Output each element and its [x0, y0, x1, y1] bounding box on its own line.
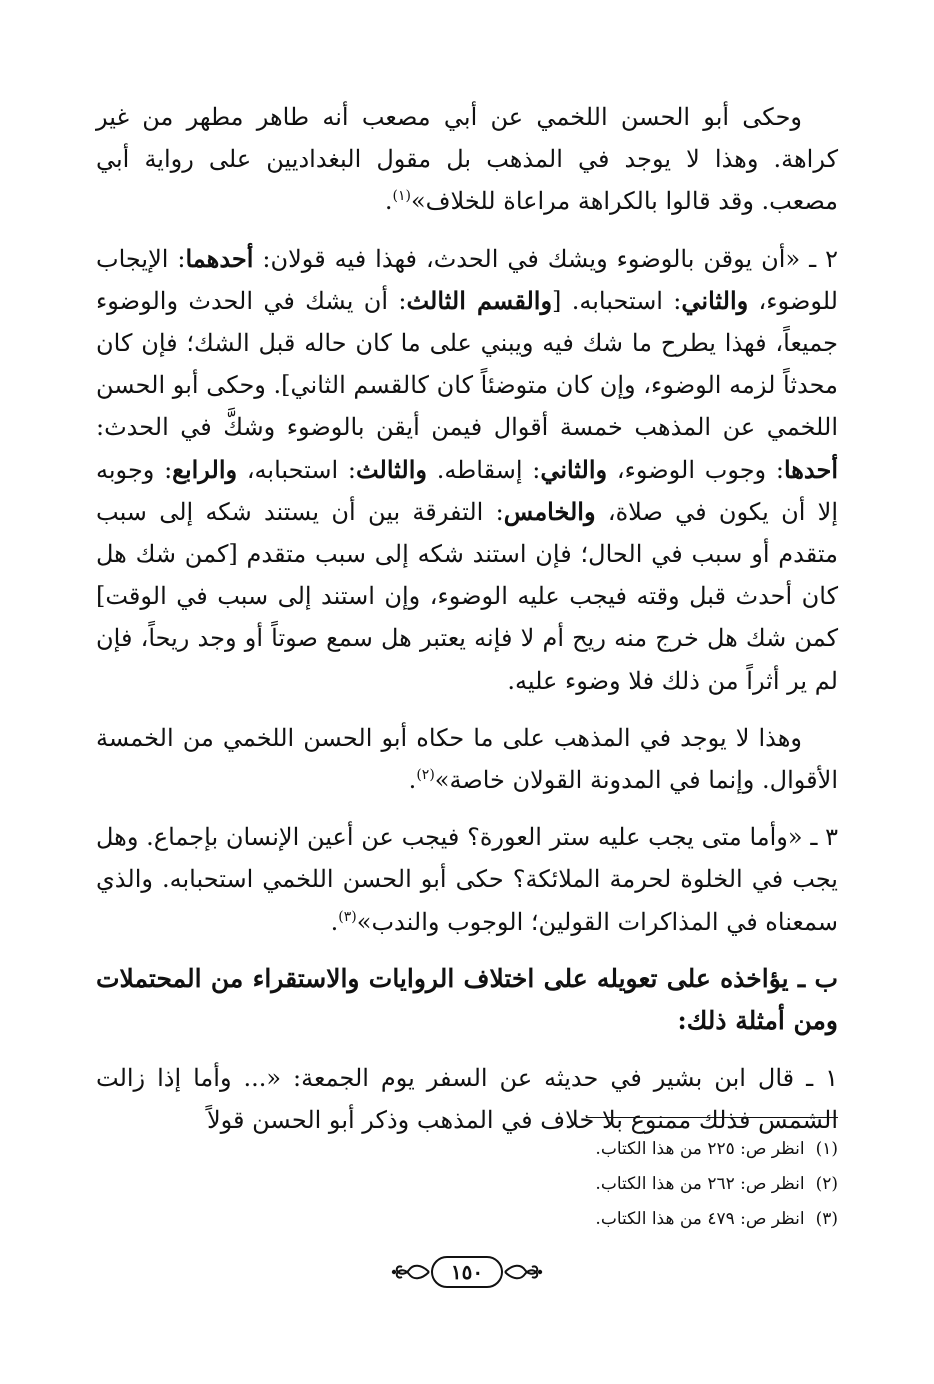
footnote-ref-2: (٢) — [416, 767, 435, 784]
page-number: ١٥٠ — [431, 1256, 503, 1288]
page-number-ornament — [0, 1256, 934, 1288]
footnote-3 — [96, 1202, 838, 1237]
text-run: : استحبابه. [ — [552, 286, 682, 315]
bold-term: والقسم الثالث — [406, 285, 553, 315]
paragraph-1: وحكى أبو الحسن اللخمي عن أبي مصعب أنه طاهر مطهر من غير كراهة. وهذا لا يوجد في المذهب بل مقول البغداديين على رواية أبي مصعب. وقد قالوا بالكراهة مراعاة للخلاف»$^{(١)}$. — [96, 103, 838, 216]
text-run: : إسقاطه. — [426, 455, 541, 484]
paragraph-4-text: ٣ ـ «وأما متى يجب عليه ستر العورة؟ فيجب عن أعين الإنسان بإجماع. وهل يجب في الخلوة لحرمة الملائكة؟ حكى أبو الحسن اللخمي استحبابه. والذي سمعناه في المذاكرات القولين؛ الوجوب والندب» — [96, 823, 838, 936]
bold-term: أحدها — [783, 454, 839, 484]
footnote-text: انظر ص: ٢٢٥ من هذا الكتاب. — [595, 1139, 805, 1159]
left-flourish-icon — [391, 1260, 431, 1284]
paragraph-3: وهذا لا يوجد في المذهب على ما حكاه أبو الحسن اللخمي من الخمسة الأقوال. وإنما في المدونة القولان خاصة»$^{(٢)}$. — [96, 723, 838, 795]
paragraph-2 — [96, 238, 838, 702]
bold-term: والثاني — [540, 454, 608, 484]
bold-term: والثاني — [681, 285, 749, 315]
footnote-separator — [586, 1117, 838, 1118]
text-run: : أن يشك في الحدث والوضوء جميعاً، فهذا يطرح ما شك فيه ويبني على ما كان حاله قبل الشك؛ فإن كان محدثاً لزمه الوضوء، وإن كان متوضئاً كان كالقسم الثاني]. وحكى أبو الحسن اللخمي عن المذهب خمسة أقوال فيمن أيقن بالوضوء وشكَّ في الحدث: — [96, 286, 838, 442]
paragraph-3-text: وهذا لا يوجد في المذهب على ما حكاه أبو الحسن اللخمي من الخمسة الأقوال. وإنما في المدونة القولان خاصة» — [96, 723, 838, 795]
footnote-number: (٣) — [815, 1209, 838, 1229]
footnote-ref-1: (١) — [392, 188, 411, 205]
bold-term: أحدهما — [185, 243, 254, 273]
text-run: : التفرقة بين أن يستند شكه إلى سبب متقدم أو سبب في الحال؛ فإن استند شكه إلى سبب متقدم [كمن شك هل كان أحدث قبل وقته فيجب عليه الوضوء، وإن استند إلى سبب في الوقت] كمن شك هل خرج منه ريح أم لا فإنه يعتبر هل سمع صوتاً أو وجد ريحاً، فإن لم ير أثراً من ذلك فلا وضوء عليه. — [96, 497, 838, 695]
footnote-number: (١) — [815, 1139, 838, 1159]
section-heading: ب ـ يؤاخذه على تعويله على اختلاف الروايات والاستقراء من المحتملات ومن أمثلة ذلك: — [96, 963, 838, 1036]
paragraph-1-text: وحكى أبو الحسن اللخمي عن أبي مصعب أنه طاهر مطهر من غير كراهة. وهذا لا يوجد في المذهب بل مقول البغداديين على رواية أبي مصعب. وقد قالوا بالكراهة مراعاة للخلاف» — [96, 103, 838, 216]
bold-term: والخامس — [503, 496, 596, 526]
footnote-text: انظر ص: ٤٧٩ من هذا الكتاب. — [595, 1209, 805, 1229]
main-text — [96, 96, 838, 1157]
paragraph-5: ١ ـ قال ابن بشير في حديثه عن السفر يوم الجمعة: «... وأما إذا زالت الشمس فذلك ممنوع بلا خلاف في المذهب وذكر أبو الحسن قولاً — [96, 1064, 838, 1135]
footnote-ref-3: (٣) — [338, 908, 357, 925]
right-flourish-icon — [503, 1260, 543, 1284]
footnote-text: انظر ص: ٢٦٢ من هذا الكتاب. — [595, 1174, 805, 1194]
text-run: : وجوب الوضوء، — [607, 455, 784, 484]
bold-term: والثالث — [355, 454, 427, 484]
bold-term: والرابع — [172, 454, 238, 484]
text-run: : وجوبه إلا أن يكون في صلاة، — [96, 455, 838, 526]
text-run: : استحبابه، — [237, 455, 356, 484]
text-run: ٢ ـ «أن يوقن بالوضوء ويشك في الحدث، فهذا فيه قولان: — [253, 244, 838, 273]
paragraph-4: ٣ ـ «وأما متى يجب عليه ستر العورة؟ فيجب عن أعين الإنسان بإجماع. وهل يجب في الخلوة لحرمة الملائكة؟ حكى أبو الحسن اللخمي استحبابه. والذي سمعناه في المذاكرات القولين؛ الوجوب والندب»$^{(٣)}$. — [96, 823, 838, 936]
footnote-2 — [96, 1167, 838, 1202]
footnote-number: (٢) — [815, 1174, 838, 1194]
text-run: : الإيجاب للوضوء، — [96, 244, 838, 315]
footnote-1 — [96, 1132, 838, 1167]
footnotes — [96, 1132, 838, 1237]
